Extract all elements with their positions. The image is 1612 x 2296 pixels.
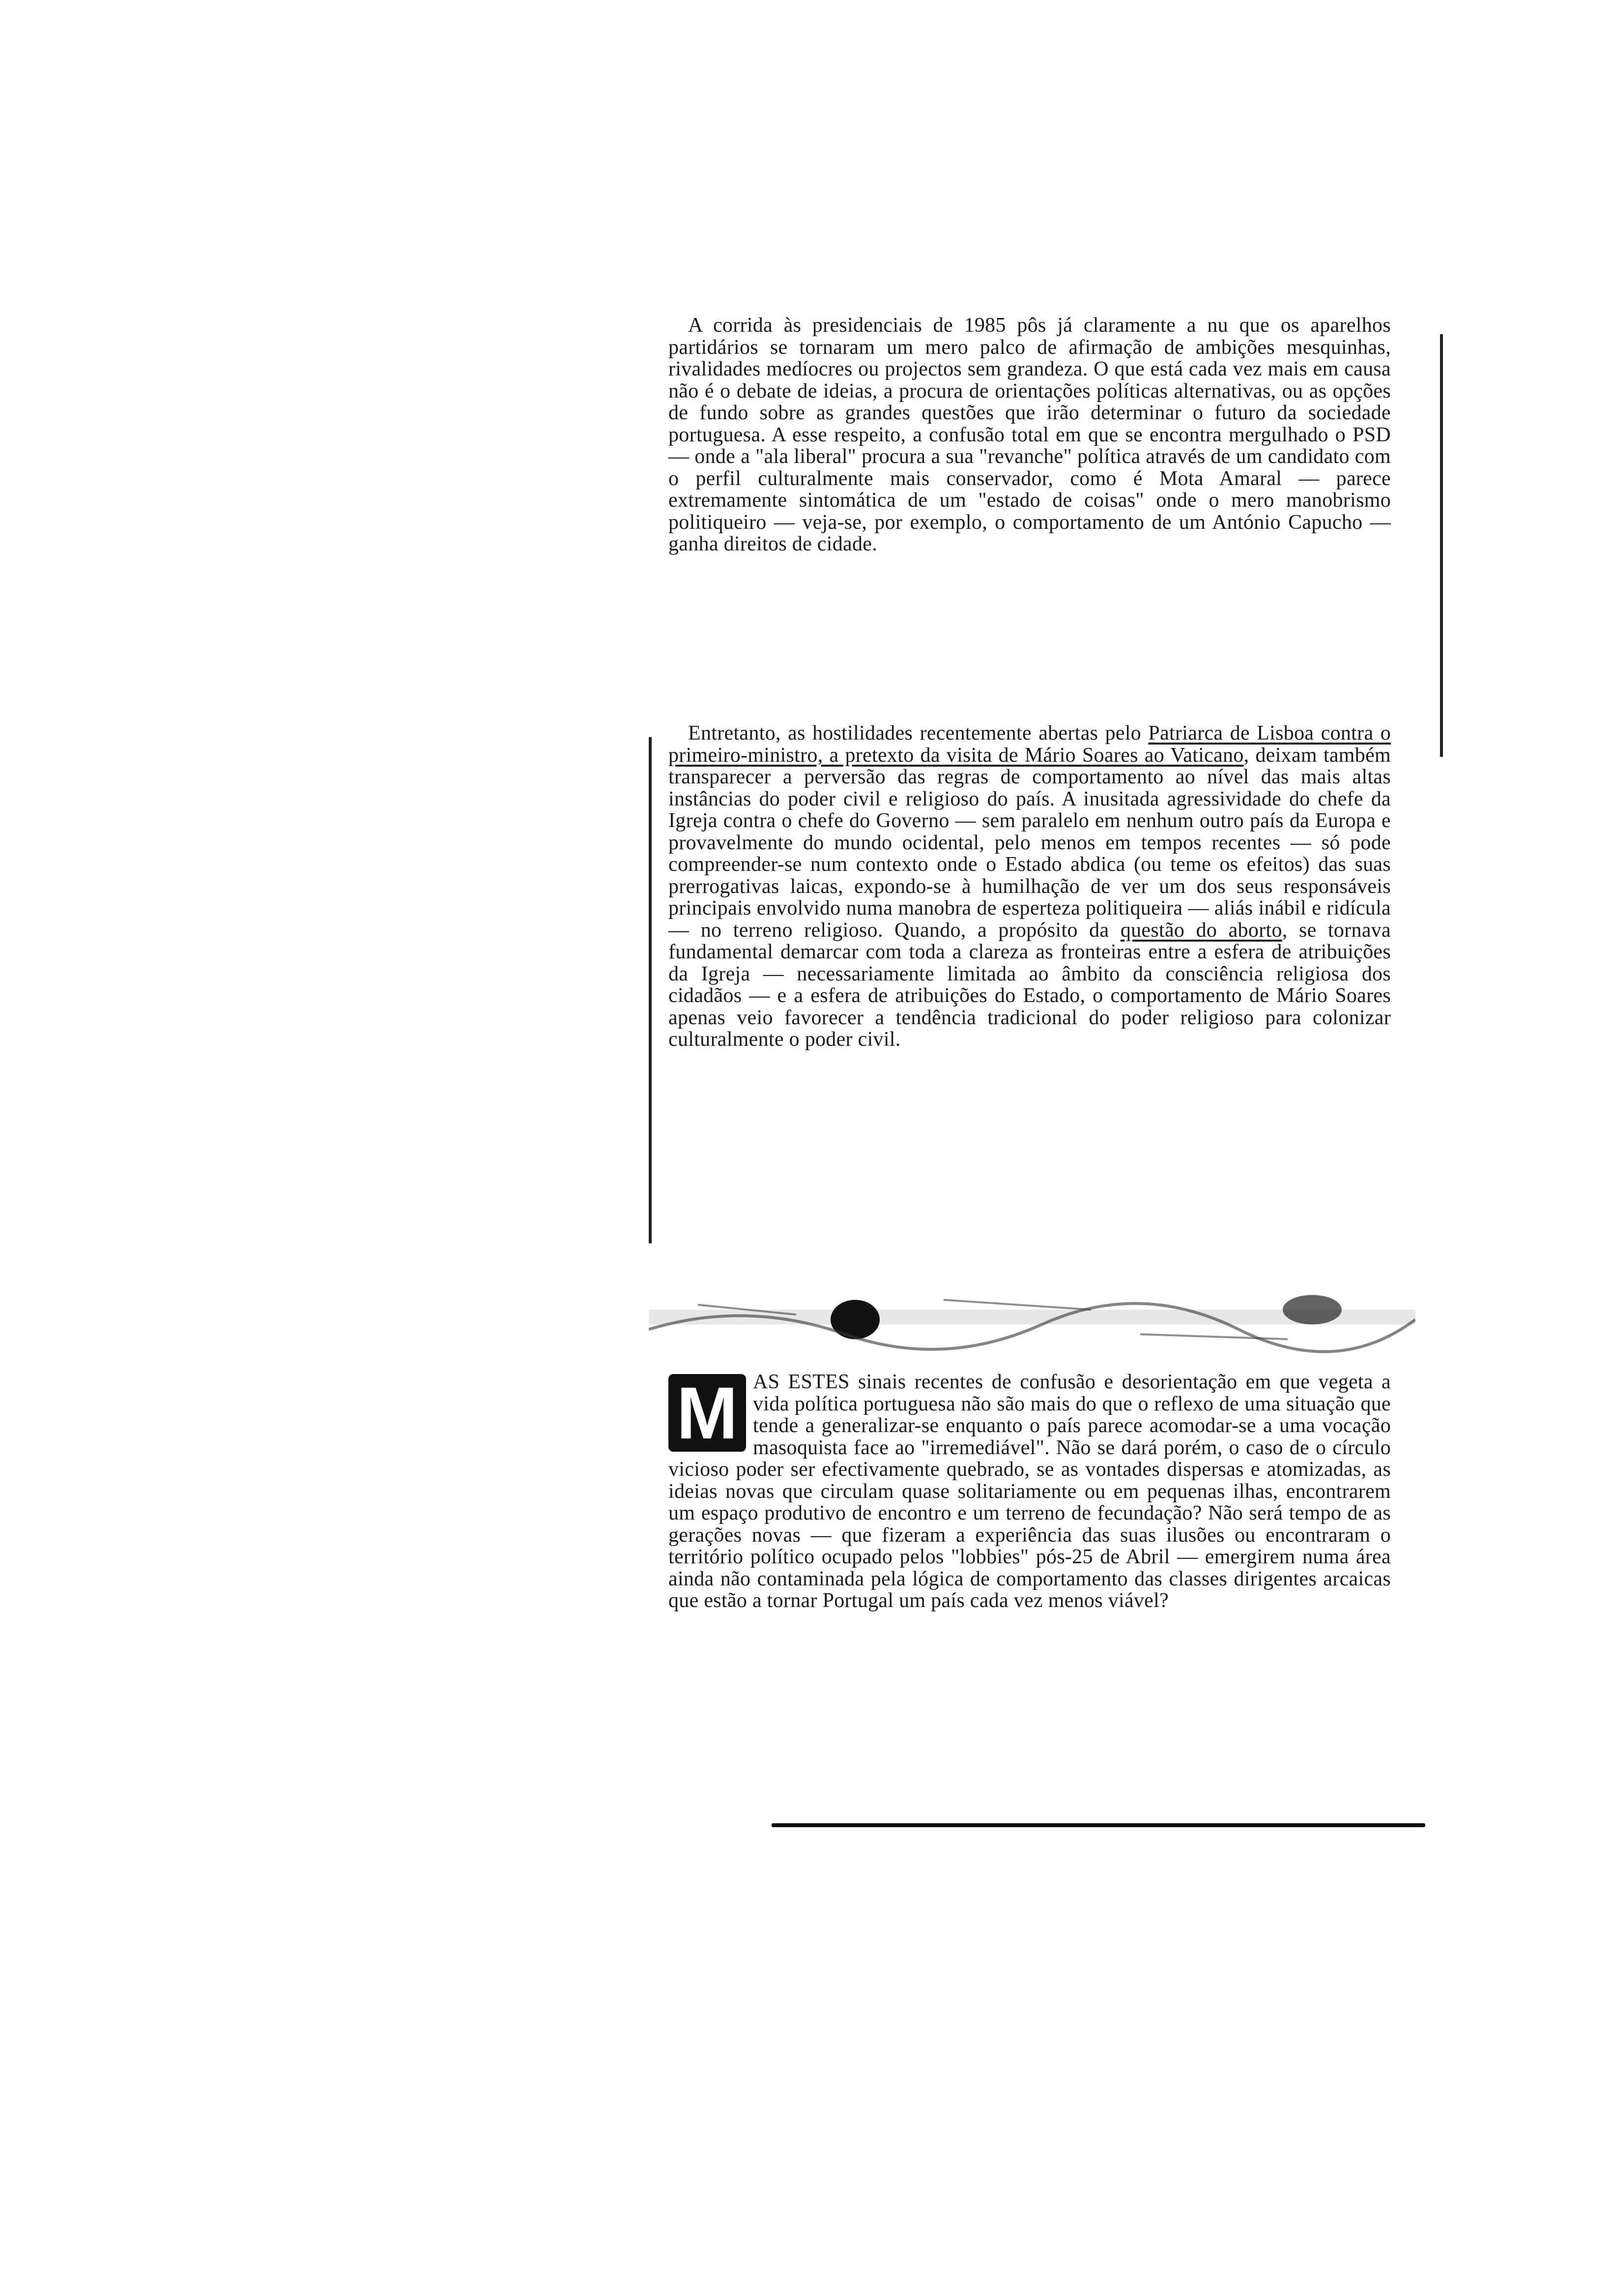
underlined-phrase-patriarca: Patriarca de Lisboa contra o primeiro-ministro, a pretexto da visita de Mário Soares ao Vaticano [668,722,1391,767]
paragraph-2-lead: Entretanto, as hostilidades recentemente abertas pelo [688,722,1149,745]
paragraph-3-text: AS ESTES sinais recentes de confusão e desorientação em que vegeta a vida política portuguesa não são mais do que o reflexo de uma situação que tende a generalizar-se enquanto o país parece acomodar-se a uma vocação masoquista face ao "irremediável". Não se dará porém, o caso de o círculo vicioso poder ser efectivamente quebrado, se as vontades dispersas e atomizadas, as ideias novas que circulam quase solitariamente ou em pequenas ilhas, encontrarem um espaço produtivo de encontro e um terreno de fecundação? Não será tempo de as gerações novas — que fizeram a experiência das suas ilusões ou encontraram o território político ocupado pelos "lobbies" pós-25 de Abril — emergirem numa área ainda não contaminada pela lógica de comportamento das classes dirigentes arcaicas que estão a tornar Portugal um país cada vez menos viável? [668,1371,1391,1612]
column-border-left [649,737,652,1243]
paragraph-2-end: , se tornava fundamental demarcar com toda a clareza as fronteiras entre a esfera de atribuições da Igreja — necessariamente limitada ao âmbito da consciência religiosa dos cidadãos — e a esfera de atribuições do Estado, o comportamento de Mário Soares apenas veio favorecer a tendência tradicional do poder religioso para colonizar culturalmente o poder civil. [668,918,1391,1051]
newspaper-clipping [609,315,1406,1838]
paragraph-2-body: , deixam também transparecer a perversão das regras de comportamento ao nível das mais altas instâncias do poder civil e religioso do país. A inusitada agressividade do chefe da Igreja contra o chefe do Governo — sem paralelo em nenhum outro país da Europa e provavelmente do mundo ocidental, pelo menos em tempos recentes — só pode compreender-se num contexto onde o Estado abdica (ou teme os efeitos) das suas prerrogativas laicas, expondo-se à humilhação de ver um dos seus responsáveis principais envolvido numa manobra de esperteza politiqueira — aliás inábil e ridícula — no terreno religioso. Quando, a propósito da [668,744,1391,942]
paragraph-1-text: A corrida às presidenciais de 1985 pôs já claramente a nu que os aparelhos partidários se tornaram um mero palco de afirmação de ambições mesquinhas, rivalidades medíocres ou projectos sem grandeza. O que está cada vez mais em causa não é o debate de ideias, a procura de orientações políticas alternativas, ou as opções de fundo sobre as grandes questões que irão determinar o futuro da sociedade portuguesa. A esse respeito, a confusão total em que se encontra mergulhado o PSD — onde a "ala liberal" procura a sua "revanche" política através de um candidato com o perfil culturalmente mais conservador, como é Mota Amaral — parece extremamente sintomática de um "estado de coisas" onde o mero manobrismo politiqueiro — veja-se, por exemplo, o comportamento de um António Capucho — ganha direitos de cidade. [668,314,1391,555]
underlined-phrase-aborto: questão do aborto [1120,918,1282,942]
column-border-right [1440,334,1443,757]
article-paragraph-1 [668,315,1391,555]
bottom-rule [772,1823,1425,1827]
article-paragraph-2 [668,722,1391,1051]
photocopy-noise-band [649,1280,1415,1354]
article-paragraph-3 [668,1371,1391,1612]
dropcap-letter: M [668,1374,746,1452]
paragraph-2-text [668,722,1391,1051]
